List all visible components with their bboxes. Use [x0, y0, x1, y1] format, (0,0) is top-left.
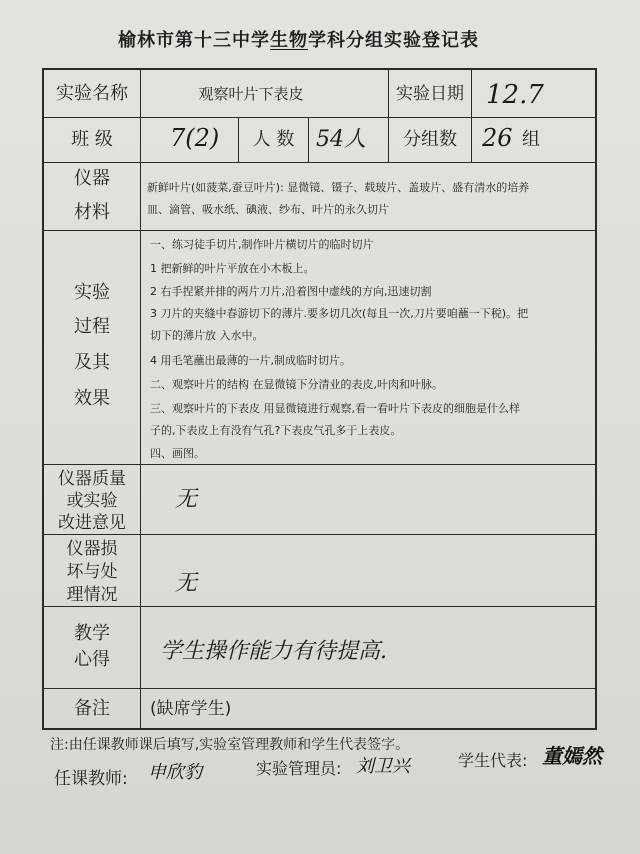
- process-line: 四、画图。: [150, 447, 205, 460]
- row2-divider-b: [308, 117, 309, 163]
- damage-label-line3: 理情况: [66, 585, 118, 605]
- process-line: 三、观察叶片的下表皮 用显微镜进行观察,看一看叶片下表皮的细胞是什么样: [150, 402, 520, 415]
- student-rep-signature: 董嫣然: [542, 744, 602, 768]
- footer-note: 注:由任课教师课后填写,实验室管理教师和学生代表签字。: [50, 737, 410, 753]
- teacher-signature: 申欣豹: [148, 762, 202, 783]
- student-count-value: 54人: [316, 127, 366, 152]
- teaching-label-line1: 教学: [74, 623, 110, 644]
- experiment-date-value: 12.7: [486, 80, 544, 110]
- class-value: 7(2): [170, 124, 220, 152]
- experiment-name-value: 观察叶片下表皮: [198, 84, 304, 103]
- row-line-7: [42, 688, 597, 689]
- manager-signature: 刘卫兴: [356, 756, 410, 777]
- row-line-2: [42, 162, 597, 163]
- title-rest: 学科分组实验登记表: [308, 30, 479, 51]
- student-count-label: 人 数: [252, 129, 295, 150]
- teaching-label-line2: 心得: [74, 649, 110, 670]
- class-label: 班 级: [71, 129, 113, 150]
- experiment-name-label: 实验名称: [56, 82, 128, 104]
- row1-divider-b: [471, 68, 472, 118]
- teaching-value: 学生操作能力有待提高.: [160, 639, 387, 664]
- table-border-right: [595, 68, 597, 730]
- quality-label-line2: 或实验: [66, 491, 118, 511]
- experiment-date-label: 实验日期: [396, 83, 464, 104]
- process-line: 二、观察叶片的结构 在显微镜下分清业的表皮,叶肉和叶脉。: [150, 378, 443, 391]
- materials-text-line2: 皿、滴管、吸水纸、碘液、纱布、叶片的永久切片: [147, 203, 389, 216]
- manager-label: 实验管理员:: [256, 759, 342, 778]
- quality-label-line3: 改进意见: [58, 513, 126, 533]
- title-school: 榆林市第十三中学: [118, 30, 270, 51]
- process-label-line3: 及其: [74, 352, 110, 373]
- form-title: [118, 26, 538, 52]
- materials-label-line1: 仪器: [74, 168, 110, 189]
- student-rep-label: 学生代表:: [458, 751, 528, 770]
- row-line-3: [42, 230, 597, 231]
- damage-value: 无: [175, 571, 198, 596]
- row-line-6: [42, 606, 597, 607]
- process-label-line2: 过程: [74, 316, 110, 337]
- title-subject: 生物: [270, 30, 308, 51]
- materials-label-line2: 材料: [74, 202, 110, 223]
- materials-text-line1: 新鲜叶片(如菠菜,蚕豆叶片): 显微镜、镊子、载玻片、盖玻片、盛有清水的培养: [147, 181, 530, 194]
- table-border-bottom: [42, 728, 597, 730]
- process-line: 3 刀片的夹缝中春游切下的薄片.要多切几次(每且一次,刀片要咱蘸一下税)。把: [150, 307, 529, 320]
- process-line: 4 用毛笔蘸出最薄的一片,制成临时切片。: [150, 354, 351, 367]
- process-label-line1: 实验: [74, 282, 110, 303]
- group-count-label: 分组数: [403, 129, 457, 150]
- damage-label-line2: 坏与处: [66, 562, 118, 582]
- row2-divider-d: [471, 117, 472, 163]
- group-count-value: 26: [482, 124, 513, 152]
- process-line: 一、练习徒手切片,制作叶片横切片的临时切片: [150, 238, 374, 251]
- quality-label-line1: 仪器质量: [58, 469, 126, 489]
- remarks-label: 备注: [74, 698, 110, 719]
- quality-value: 无: [175, 487, 198, 512]
- teacher-label: 任课教师:: [54, 769, 128, 789]
- process-line: 1 把新鲜的叶片平放在小木板上。: [150, 262, 315, 275]
- remarks-value: (缺席学生): [150, 699, 232, 719]
- process-line: 切下的薄片放 入水中。: [150, 329, 264, 342]
- damage-label-line1: 仪器损: [66, 539, 118, 559]
- process-label-line4: 效果: [74, 388, 110, 409]
- group-count-unit: 组: [522, 129, 540, 150]
- row-line-4: [42, 464, 597, 465]
- process-line: 子的,下表皮上有没有气孔?下表皮气孔多于上表皮。: [150, 424, 402, 437]
- process-line: 2 右手捏紧并排的两片刀片,沿着图中虚线的方向,迅速切割: [150, 285, 432, 298]
- label-column-divider: [140, 68, 141, 730]
